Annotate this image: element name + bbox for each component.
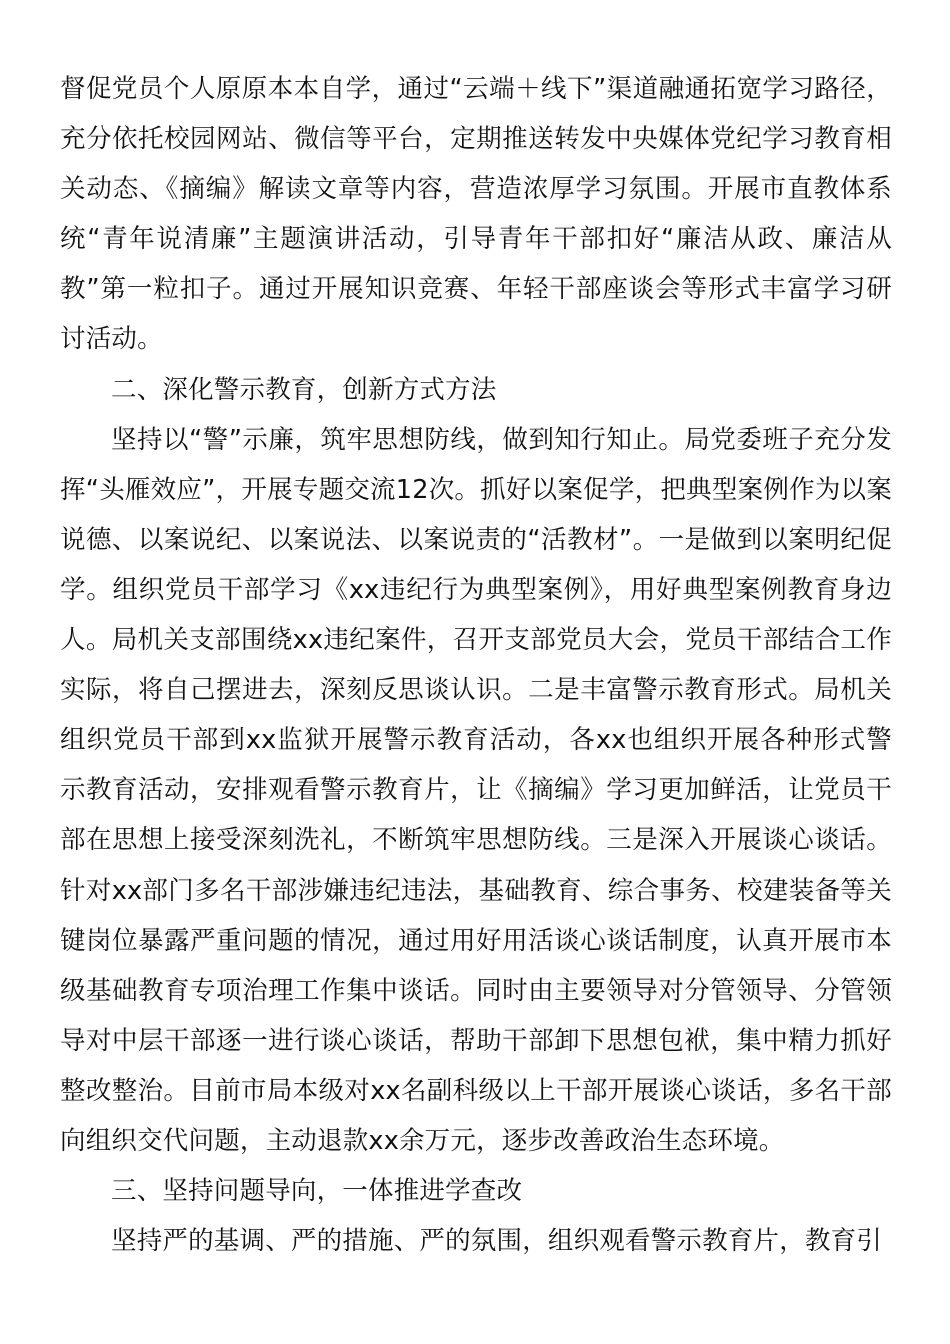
paragraph-warning-education: 坚持以“警”示廉，筑牢思想防线，做到知行知止。局党委班子充分发挥“头雁效应”，开展专题交流12次。抓好以案促学，把典型案例作为以案说德、以案说纪、以案说法、以案说责的“活教材”。一是做到以案明纪促学。组织党员干部学习《xx违纪行为典型案例》，用好典型案例教育身边人。局机关支部围绕xx违纪案件，召开支部党员大会，党员干部结合工作实际，将自己摆进去，深刻反思谈认识。二是丰富警示教育形式。局机关组织党员干部到xx监狱开展警示教育活动，各xx也组织开展各种形式警示教育活动，安排观看警示教育片，让《摘编》学习更加鲜活，让党员干部在思想上接受深刻洗礼，不断筑牢思想防线。三是深入开展谈心谈话。针对xx部门多名干部涉嫌违纪违法，基础教育、综合事务、校建装备等关键岗位暴露严重问题的情况，通过用好用活谈心谈话制度，认真开展市本级基础教育专项治理工作集中谈话。同时由主要领导对分管领导、分管领导对中层干部逐一进行谈心谈话，帮助干部卸下思想包袱，集中精力抓好整改整治。目前市局本级对xx名副科级以上干部开展谈心谈话，多名干部向组织交代问题，主动退款xx余万元，逐步改善政治生态环境。: [60, 424, 892, 1156]
section-heading-problem-oriented: 三、坚持问题导向，一体推进学查改: [111, 1176, 523, 1207]
paragraph-study-channels: 督促党员个人原原本本自学，通过“云端＋线下”渠道融通拓宽学习路径，充分依托校园网站、微信等平台，定期推送转发中央媒体党纪学习教育相关动态、《摘编》解读文章等内容，营造浓厚学习氛围。开展市直教体系统“青年说清廉”主题演讲活动，引导青年干部扣好“廉洁从政、廉洁从教”第一粒扣子。通过开展知识竞赛、年轻干部座谈会等形式丰富学习研讨活动。: [60, 74, 892, 355]
section-heading-warning-education: 二、深化警示教育，创新方式方法: [111, 374, 497, 405]
paragraph-problem-oriented: 坚持严的基调、严的措施、严的氛围，组织观看警示教育片，教育引: [111, 1226, 883, 1257]
document-page: [60, 64, 892, 1266]
